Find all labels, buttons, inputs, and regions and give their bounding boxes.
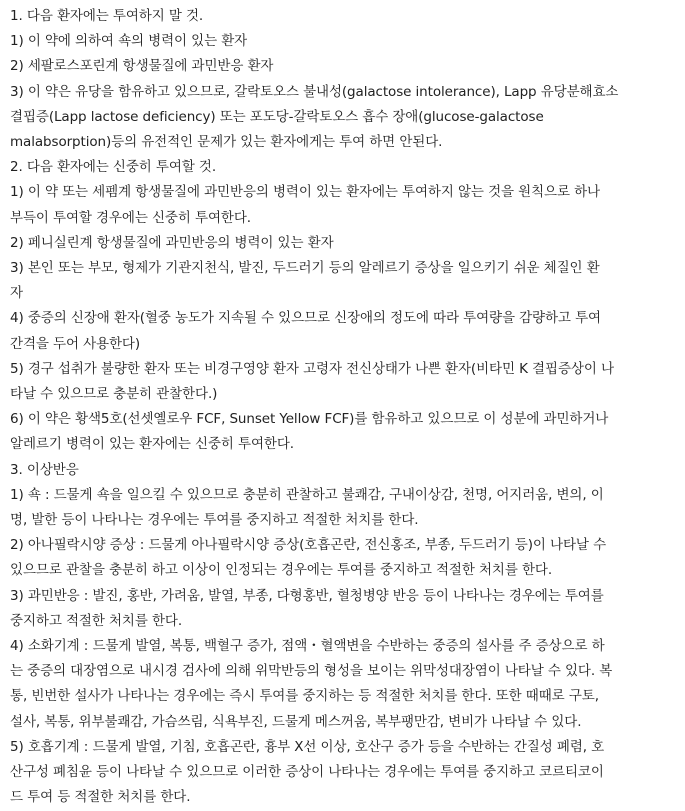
text-line: 결핍증(Lapp lactose deficiency) 또는 포도당-갈락토오스 흡수 장애(glucose-galactose bbox=[10, 108, 544, 125]
text-line: 5) 경구 섭취가 불량한 환자 또는 비경구영양 환자 고령자 전신상태가 나쁜 환자(비타민 K 결핍증상이 나 bbox=[10, 360, 614, 377]
text-line: 설사, 복통, 위부불쾌감, 가슴쓰림, 식욕부진, 드물게 메스꺼움, 복부팽만감, 변비가 나타날 수 있다. bbox=[10, 713, 582, 730]
section-heading: 1. 다음 환자에는 투여하지 말 것. bbox=[10, 8, 204, 24]
text-line: 중지하고 적절한 처치를 한다. bbox=[10, 612, 183, 629]
text-line: 1) 이 약에 의하여 쇽의 병력이 있는 환자 bbox=[10, 33, 248, 50]
text-line: 산구성 폐침윤 등이 나타날 수 있으므로 이러한 증상이 나타나는 경우에는 투여를 중지하고 코르티코이 bbox=[10, 764, 604, 781]
text-line: 통, 빈번한 설사가 나타나는 경우에는 즉시 투여를 중지하는 등 적절한 처치를 한다. 또한 때때로 구토, bbox=[10, 688, 599, 705]
text-line: 알레르기 병력이 있는 환자에는 신중히 투여한다. bbox=[10, 436, 294, 453]
text-line: 간격을 두어 사용한다) bbox=[10, 335, 141, 352]
text-line: 는 중증의 대장염으로 내시경 검사에 의해 위막반등의 형성을 보이는 위막성대장염이 나타날 수 있다. 복 bbox=[10, 663, 613, 680]
text-line: malabsorption)등의 유전적인 문제가 있는 환자에게는 투여 하면 안된다. bbox=[10, 134, 443, 151]
text-line: 3) 과민반응 : 발진, 홍반, 가려움, 발열, 부종, 다형홍반, 혈청병양 반응 등이 나타나는 경우에는 투여를 bbox=[10, 587, 604, 604]
text-line: 6) 이 약은 황색5호(선셋옐로우 FCF, Sunset Yellow FCF)를 함유하고 있으므로 이 성분에 과민하거나 bbox=[10, 411, 609, 428]
text-line: 3) 이 약은 유당을 함유하고 있으므로, 갈락토오스 불내성(galactose intolerance), Lapp 유당분해효소 bbox=[10, 83, 619, 100]
text-line: 타날 수 있으므로 충분히 관찰한다.) bbox=[10, 386, 218, 403]
text-line: 2) 아나필락시양 증상 : 드물게 아나필락시양 증상(호흡곤란, 전신홍조, 부종, 두드러기 등)이 나타날 수 bbox=[10, 537, 607, 554]
text-line: 명, 발한 등이 나타나는 경우에는 투여를 중지하고 적절한 처치를 한다. bbox=[10, 512, 419, 529]
text-line: 1) 이 약 또는 세펨계 항생물질에 과민반응의 병력이 있는 환자에는 투여하지 않는 것을 원칙으로 하나 bbox=[10, 184, 600, 201]
text-line: 5) 호흡기계 : 드물게 발열, 기침, 호흡곤란, 흉부 X선 이상, 호산구 증가 등을 수반하는 간질성 폐렴, 호 bbox=[10, 738, 605, 755]
text-line: 2) 페니실린계 항생물질에 과민반응의 병력이 있는 환자 bbox=[10, 234, 334, 251]
text-line: 4) 소화기계 : 드물게 발열, 복통, 백혈구 증가, 점액・혈액변을 수반하는 중증의 설사를 주 증상으로 하 bbox=[10, 638, 605, 655]
text-line: 있으므로 관찰을 충분히 하고 이상이 인정되는 경우에는 투여를 중지하고 적절한 처치를 한다. bbox=[10, 562, 553, 579]
text-line: 2) 세팔로스포린계 항생물질에 과민반응 환자 bbox=[10, 58, 274, 75]
text-line: 드 투여 등 적절한 처치를 한다. bbox=[10, 789, 191, 806]
section-heading: 2. 다음 환자에는 신중히 투여할 것. bbox=[10, 159, 217, 176]
text-line: 자 bbox=[10, 285, 23, 302]
text-line: 1) 쇽 : 드물게 쇽을 일으킬 수 있으므로 충분히 관찰하고 불쾌감, 구내이상감, 천명, 어지러움, 변의, 이 bbox=[10, 486, 604, 503]
text-line: 4) 중증의 신장애 환자(혈중 농도가 지속될 수 있으므로 신장애의 정도에 따라 투여량을 감량하고 투여 bbox=[10, 310, 601, 327]
text-line: 3) 본인 또는 부모, 형제가 기관지천식, 발진, 두드러기 등의 알레르기 증상을 일으키기 쉬운 체질인 환 bbox=[10, 260, 600, 277]
text-line: 부득이 투여할 경우에는 신중히 투여한다. bbox=[10, 209, 251, 226]
section-heading: 3. 이상반응 bbox=[10, 461, 79, 478]
